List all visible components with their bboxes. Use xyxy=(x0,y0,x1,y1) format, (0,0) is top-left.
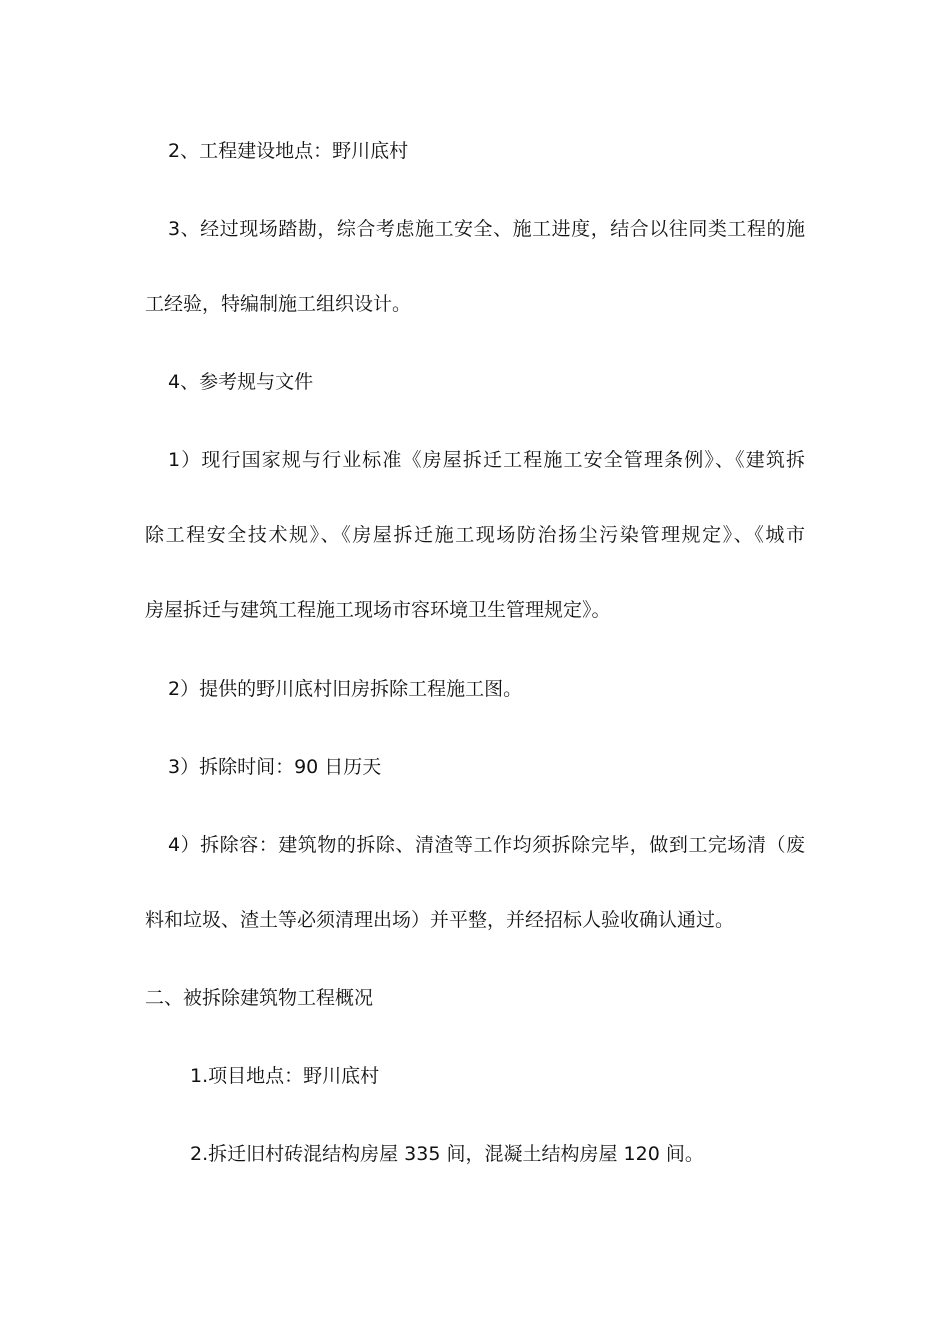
paragraph-line: 2）提供的野川底村旧房拆除工程施工图。 xyxy=(168,678,523,700)
paragraph-line: 1）现行国家规与行业标准《房屋拆迁工程施工安全管理条例》、《建筑拆 xyxy=(168,449,805,471)
section-heading: 4、参考规与文件 xyxy=(168,371,314,393)
section-heading: 二、被拆除建筑物工程概况 xyxy=(145,987,374,1009)
paragraph-line: 2、工程建设地点：野川底村 xyxy=(168,140,409,162)
paragraph-line: 3、经过现场踏勘，综合考虑施工安全、施工进度，结合以往同类工程的施 xyxy=(168,218,805,240)
paragraph-line: 房屋拆迁与建筑工程施工现场市容环境卫生管理规定》。 xyxy=(145,599,611,621)
list-item: 1.项目地点：野川底村 xyxy=(190,1065,380,1087)
paragraph-line: 除工程安全技术规》、《房屋拆迁施工现场防治扬尘污染管理规定》、《城市 xyxy=(145,524,805,546)
paragraph-line: 工经验，特编制施工组织设计。 xyxy=(145,293,412,315)
paragraph-line: 3）拆除时间：90 日历天 xyxy=(168,756,382,778)
paragraph-line: 料和垃圾、渣土等必须清理出场）并平整，并经招标人验收确认通过。 xyxy=(145,909,735,931)
paragraph-line: 4）拆除容：建筑物的拆除、清渣等工作均须拆除完毕，做到工完场清（废 xyxy=(168,834,805,856)
list-item: 2.拆迁旧村砖混结构房屋 335 间，混凝土结构房屋 120 间。 xyxy=(190,1143,704,1165)
